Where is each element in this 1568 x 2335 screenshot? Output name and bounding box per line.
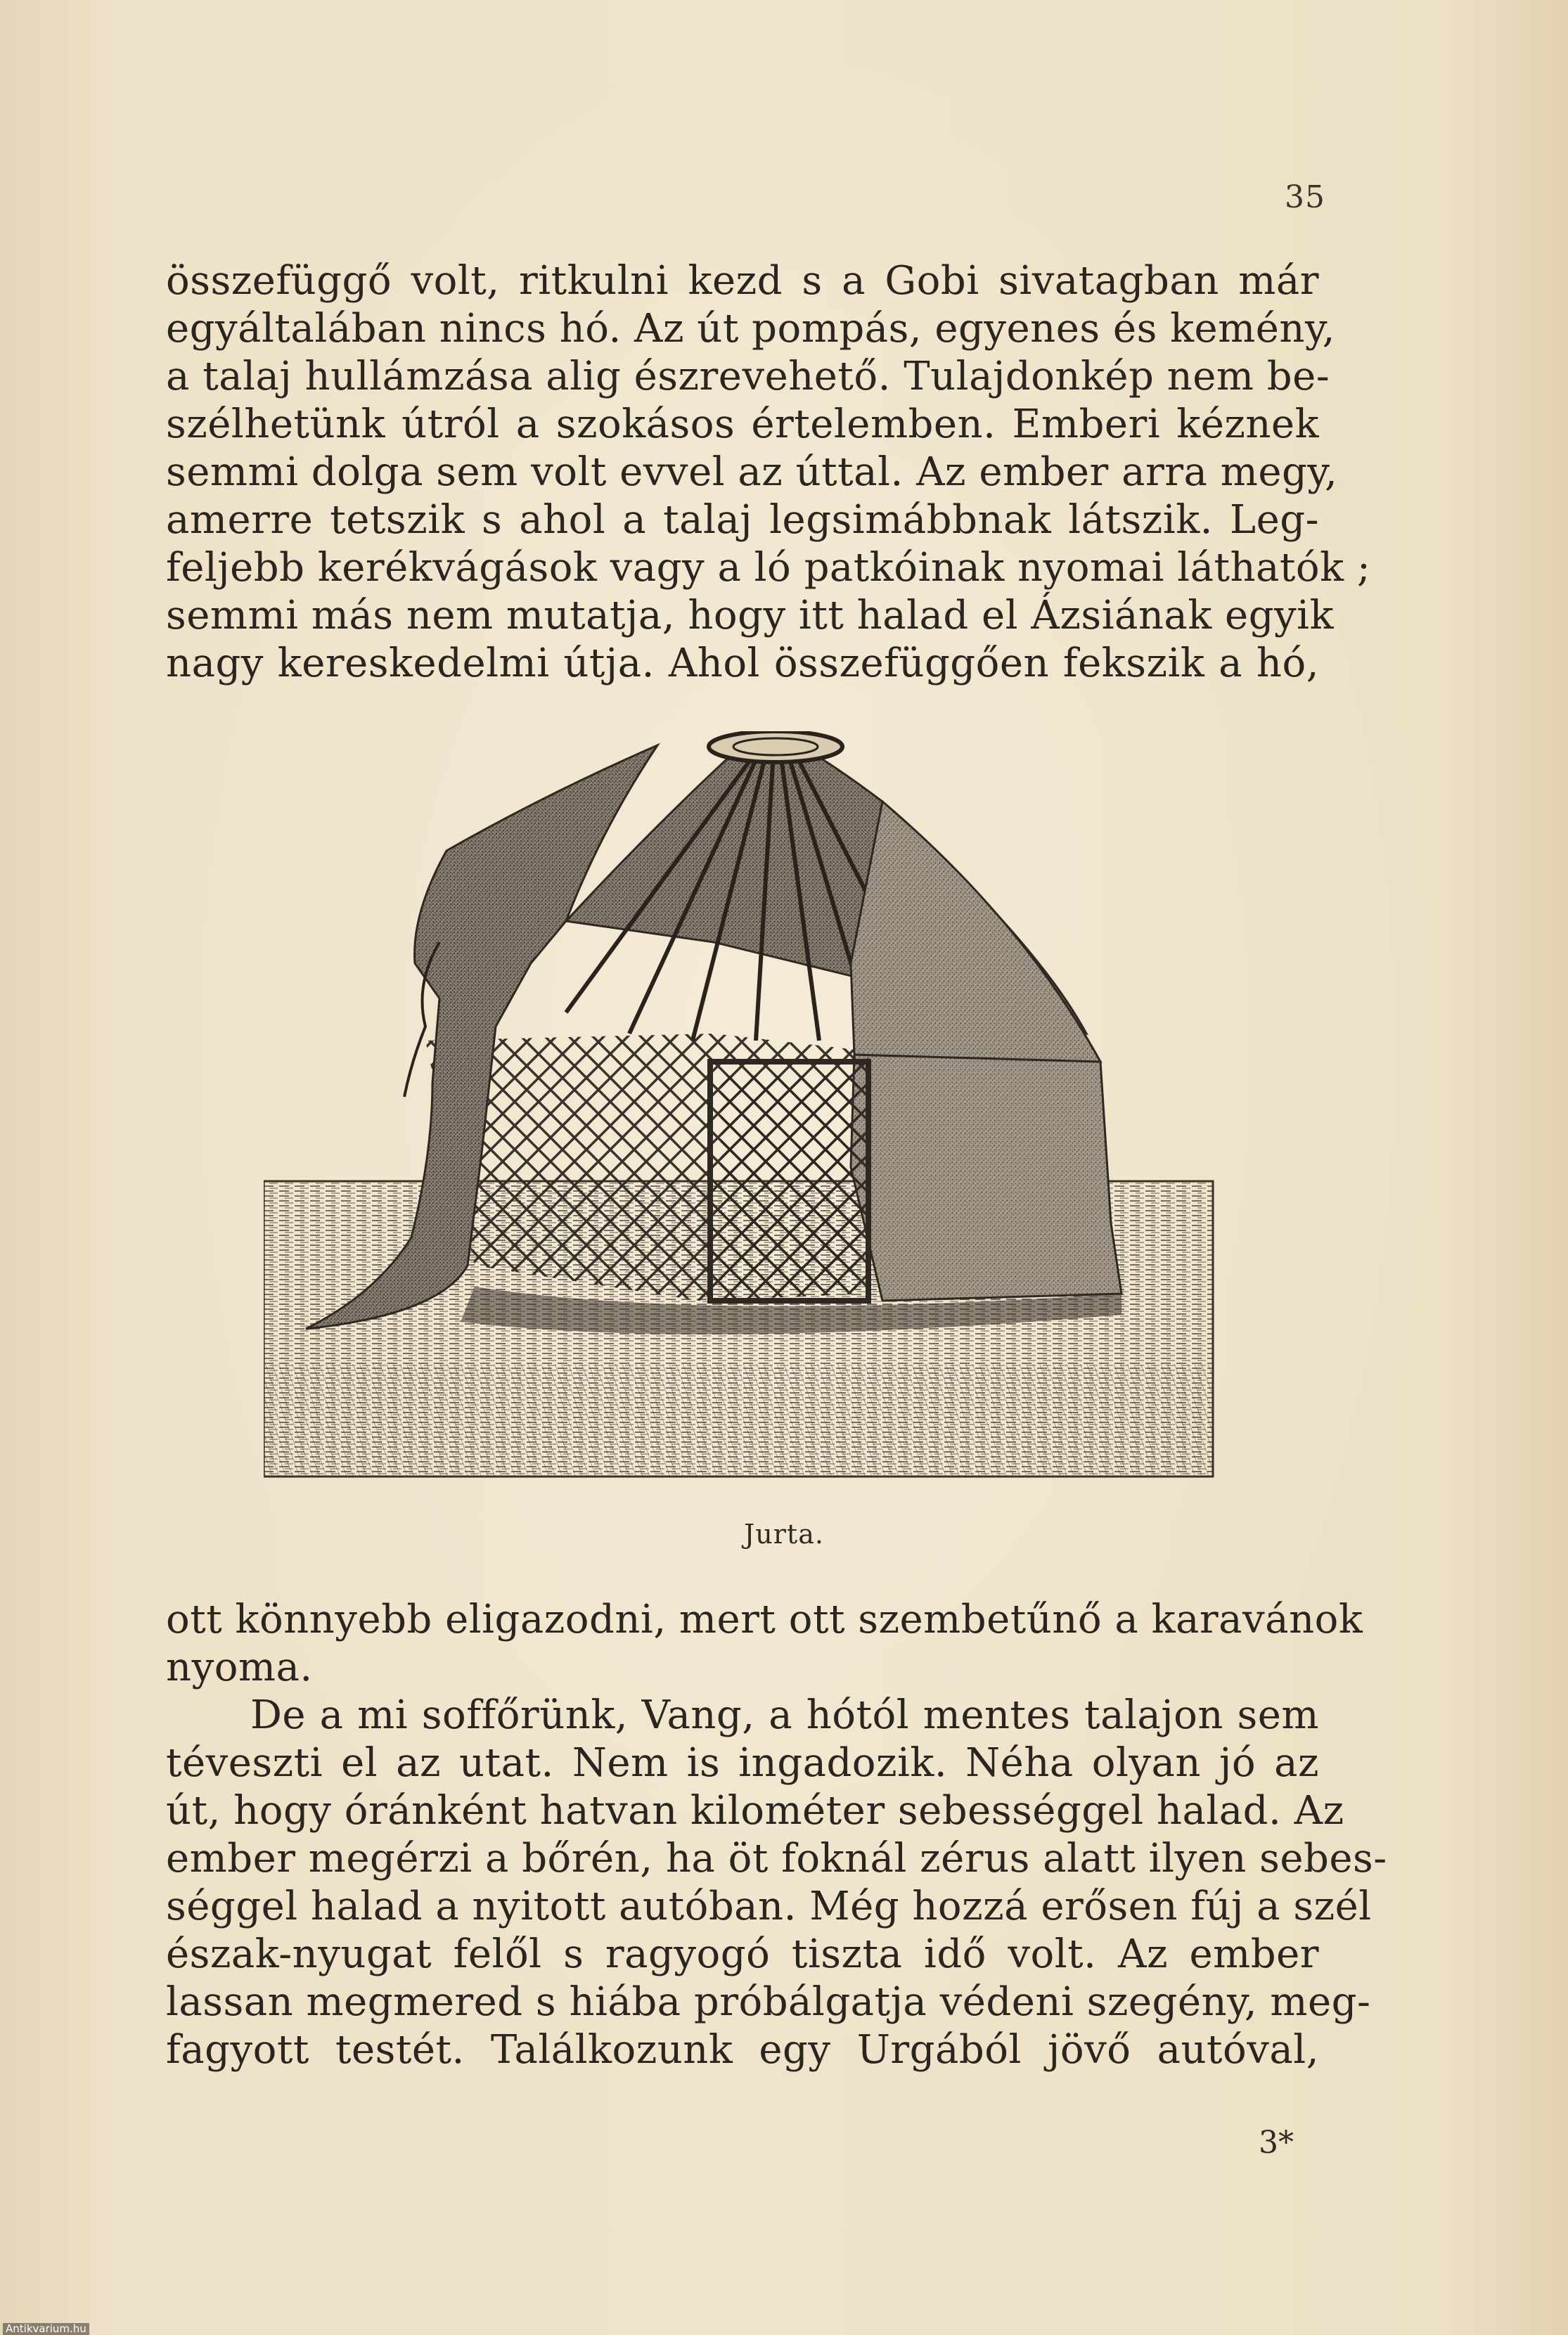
text-line: De a mi soffőrünk, Vang, a hótól mentes talajon sem — [250, 1692, 1319, 1738]
yurt-illustration — [264, 731, 1220, 1491]
text-line: a talaj hullámzása alig észrevehető. Tulajdonkép nem be- — [166, 354, 1330, 399]
text-line: észak-nyugat felől s ragyogó tiszta idő volt. Az ember — [166, 1931, 1319, 1977]
text-line: út, hogy óránként hatvan kilométer sebességgel halad. Az — [166, 1788, 1344, 1834]
text-line: séggel halad a nyitott autóban. Még hozzá erősen fúj a szél — [166, 1884, 1372, 1929]
text-line: feljebb kerékvágások vagy a ló patkóinak nyomai láthatók ; — [166, 545, 1371, 591]
page-number: 35 — [1285, 179, 1325, 215]
paragraph-top — [166, 257, 1371, 688]
text-line: ember megérzi a bőrén, ha öt foknál zérus alatt ilyen sebes- — [166, 1836, 1387, 1881]
text-line: nyoma. — [166, 1645, 313, 1690]
text-line: fagyott testét. Találkozunk egy Urgából jövő autóval, — [166, 2027, 1319, 2073]
text-line: semmi dolga sem volt evvel az úttal. Az ember arra megy, — [166, 449, 1338, 495]
text-line: téveszti el az utat. Nem is ingadozik. Néha olyan jó az — [166, 1740, 1319, 1786]
text-line: ott könnyebb eligazodni, mert ott szembetűnő a karavánok — [166, 1597, 1363, 1642]
signature-mark: 3* — [1259, 2125, 1294, 2161]
text-line: lassan megmered s hiába próbálgatja védeni szegény, meg- — [166, 1979, 1371, 2025]
text-line: nagy kereskedelmi útja. Ahol összefüggően fekszik a hó, — [166, 641, 1319, 686]
text-line: amerre tetszik s ahol a talaj legsimábbnak látszik. Leg- — [166, 497, 1319, 543]
paragraph-bottom — [166, 1596, 1387, 2074]
figure-caption: Jurta. — [744, 1519, 824, 1550]
text-line: összefüggő volt, ritkulni kezd s a Gobi sivatagban már — [166, 258, 1319, 304]
text-line: egyáltalában nincs hó. Az út pompás, egyenes és kemény, — [166, 306, 1335, 352]
text-line: szélhetünk útról a szokásos értelemben. Emberi kéznek — [166, 401, 1319, 447]
watermark: Antikvarium.hu — [3, 2323, 89, 2335]
text-line: semmi más nem mutatja, hogy itt halad el Ázsiának egyik — [166, 593, 1335, 638]
